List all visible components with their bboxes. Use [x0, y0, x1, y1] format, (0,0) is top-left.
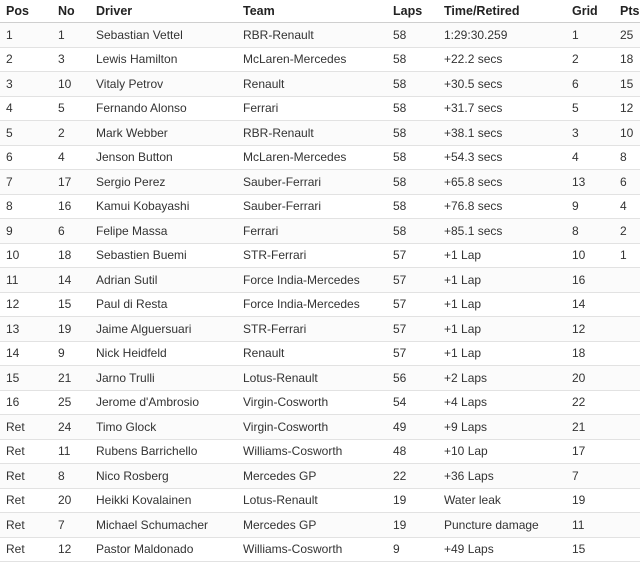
cell-pos: 9 — [0, 219, 58, 244]
cell-grid: 21 — [572, 415, 620, 440]
cell-pts: 4 — [620, 194, 640, 219]
cell-grid: 1 — [572, 23, 620, 48]
cell-time-retired: 1:29:30.259 — [444, 23, 572, 48]
table-row — [0, 47, 640, 72]
cell-time-retired: +36 Laps — [444, 464, 572, 489]
cell-team: Mercedes GP — [243, 464, 393, 489]
cell-grid: 12 — [572, 317, 620, 342]
cell-team: McLaren-Mercedes — [243, 145, 393, 170]
cell-pts: 10 — [620, 121, 640, 146]
cell-laps: 58 — [393, 23, 444, 48]
cell-team: Ferrari — [243, 96, 393, 121]
cell-pos: 3 — [0, 72, 58, 97]
cell-grid: 20 — [572, 366, 620, 391]
cell-time-retired: +38.1 secs — [444, 121, 572, 146]
cell-grid: 18 — [572, 341, 620, 366]
cell-laps: 57 — [393, 292, 444, 317]
column-header-grid: Grid — [572, 0, 620, 23]
cell-laps: 9 — [393, 537, 444, 562]
cell-laps: 54 — [393, 390, 444, 415]
cell-no: 20 — [58, 488, 96, 513]
table-row — [0, 537, 640, 562]
table-body — [0, 23, 640, 562]
cell-grid: 8 — [572, 219, 620, 244]
table-row — [0, 488, 640, 513]
cell-grid: 6 — [572, 72, 620, 97]
cell-grid: 11 — [572, 513, 620, 538]
cell-no: 25 — [58, 390, 96, 415]
cell-driver: Fernando Alonso — [96, 96, 243, 121]
cell-laps: 57 — [393, 243, 444, 268]
cell-laps: 57 — [393, 268, 444, 293]
cell-pos: Ret — [0, 537, 58, 562]
cell-driver: Adrian Sutil — [96, 268, 243, 293]
cell-pts — [620, 390, 640, 415]
cell-driver: Jarno Trulli — [96, 366, 243, 391]
cell-time-retired: +1 Lap — [444, 341, 572, 366]
cell-no: 14 — [58, 268, 96, 293]
column-header-driver: Driver — [96, 0, 243, 23]
cell-time-retired: +10 Lap — [444, 439, 572, 464]
cell-time-retired: +2 Laps — [444, 366, 572, 391]
column-header-laps: Laps — [393, 0, 444, 23]
cell-driver: Lewis Hamilton — [96, 47, 243, 72]
cell-grid: 14 — [572, 292, 620, 317]
column-header-pts: Pts — [620, 0, 640, 23]
cell-laps: 58 — [393, 121, 444, 146]
cell-grid: 2 — [572, 47, 620, 72]
cell-no: 15 — [58, 292, 96, 317]
cell-pts — [620, 317, 640, 342]
cell-grid: 10 — [572, 243, 620, 268]
cell-pos: Ret — [0, 513, 58, 538]
cell-team: McLaren-Mercedes — [243, 47, 393, 72]
cell-no: 10 — [58, 72, 96, 97]
cell-team: STR-Ferrari — [243, 317, 393, 342]
cell-grid: 13 — [572, 170, 620, 195]
cell-no: 18 — [58, 243, 96, 268]
cell-time-retired: +49 Laps — [444, 537, 572, 562]
cell-team: Sauber-Ferrari — [243, 194, 393, 219]
table-row — [0, 23, 640, 48]
cell-laps: 19 — [393, 513, 444, 538]
cell-grid: 15 — [572, 537, 620, 562]
table-row — [0, 72, 640, 97]
table-row — [0, 194, 640, 219]
cell-driver: Timo Glock — [96, 415, 243, 440]
cell-team: Virgin-Cosworth — [243, 415, 393, 440]
cell-pos: 5 — [0, 121, 58, 146]
cell-pts — [620, 415, 640, 440]
cell-laps: 58 — [393, 194, 444, 219]
column-header-pos: Pos — [0, 0, 58, 23]
cell-laps: 58 — [393, 47, 444, 72]
cell-grid: 5 — [572, 96, 620, 121]
column-header-team: Team — [243, 0, 393, 23]
cell-pts — [620, 513, 640, 538]
cell-no: 21 — [58, 366, 96, 391]
cell-driver: Felipe Massa — [96, 219, 243, 244]
cell-time-retired: +65.8 secs — [444, 170, 572, 195]
cell-pos: 6 — [0, 145, 58, 170]
cell-laps: 58 — [393, 145, 444, 170]
cell-pts: 1 — [620, 243, 640, 268]
cell-no: 2 — [58, 121, 96, 146]
cell-driver: Sebastian Vettel — [96, 23, 243, 48]
cell-pts: 18 — [620, 47, 640, 72]
cell-driver: Nico Rosberg — [96, 464, 243, 489]
cell-driver: Michael Schumacher — [96, 513, 243, 538]
cell-laps: 58 — [393, 72, 444, 97]
cell-time-retired: +1 Lap — [444, 268, 572, 293]
cell-pos: Ret — [0, 464, 58, 489]
cell-pos: 10 — [0, 243, 58, 268]
table-row — [0, 96, 640, 121]
cell-no: 4 — [58, 145, 96, 170]
cell-driver: Jaime Alguersuari — [96, 317, 243, 342]
cell-no: 5 — [58, 96, 96, 121]
cell-laps: 19 — [393, 488, 444, 513]
cell-pos: 15 — [0, 366, 58, 391]
cell-time-retired: Water leak — [444, 488, 572, 513]
cell-no: 3 — [58, 47, 96, 72]
cell-no: 24 — [58, 415, 96, 440]
cell-team: RBR-Renault — [243, 23, 393, 48]
cell-pts: 6 — [620, 170, 640, 195]
cell-no: 19 — [58, 317, 96, 342]
table-row — [0, 170, 640, 195]
cell-team: Renault — [243, 72, 393, 97]
cell-pos: Ret — [0, 488, 58, 513]
cell-no: 9 — [58, 341, 96, 366]
cell-team: Lotus-Renault — [243, 366, 393, 391]
cell-laps: 56 — [393, 366, 444, 391]
cell-no: 1 — [58, 23, 96, 48]
cell-time-retired: +22.2 secs — [444, 47, 572, 72]
cell-grid: 17 — [572, 439, 620, 464]
cell-team: Force India-Mercedes — [243, 268, 393, 293]
cell-grid: 7 — [572, 464, 620, 489]
cell-no: 6 — [58, 219, 96, 244]
cell-driver: Pastor Maldonado — [96, 537, 243, 562]
cell-laps: 48 — [393, 439, 444, 464]
cell-pos: 2 — [0, 47, 58, 72]
cell-pts — [620, 341, 640, 366]
table-row — [0, 317, 640, 342]
cell-time-retired: +85.1 secs — [444, 219, 572, 244]
cell-laps: 58 — [393, 96, 444, 121]
table-row — [0, 121, 640, 146]
cell-team: Ferrari — [243, 219, 393, 244]
cell-pos: 13 — [0, 317, 58, 342]
cell-laps: 58 — [393, 219, 444, 244]
cell-driver: Paul di Resta — [96, 292, 243, 317]
cell-laps: 49 — [393, 415, 444, 440]
table-row — [0, 366, 640, 391]
cell-pos: 7 — [0, 170, 58, 195]
cell-pos: Ret — [0, 415, 58, 440]
cell-laps: 22 — [393, 464, 444, 489]
cell-grid: 9 — [572, 194, 620, 219]
cell-time-retired: Puncture damage — [444, 513, 572, 538]
cell-driver: Jenson Button — [96, 145, 243, 170]
cell-team: Virgin-Cosworth — [243, 390, 393, 415]
cell-pos: 11 — [0, 268, 58, 293]
cell-pos: 8 — [0, 194, 58, 219]
cell-team: Force India-Mercedes — [243, 292, 393, 317]
cell-team: RBR-Renault — [243, 121, 393, 146]
cell-pts — [620, 268, 640, 293]
cell-no: 12 — [58, 537, 96, 562]
cell-no: 8 — [58, 464, 96, 489]
cell-time-retired: +76.8 secs — [444, 194, 572, 219]
table-row — [0, 513, 640, 538]
cell-time-retired: +1 Lap — [444, 243, 572, 268]
table-row — [0, 268, 640, 293]
cell-grid: 22 — [572, 390, 620, 415]
cell-grid: 3 — [572, 121, 620, 146]
cell-driver: Jerome d'Ambrosio — [96, 390, 243, 415]
cell-driver: Heikki Kovalainen — [96, 488, 243, 513]
cell-team: Renault — [243, 341, 393, 366]
cell-pos: 4 — [0, 96, 58, 121]
cell-time-retired: +1 Lap — [444, 292, 572, 317]
cell-pts: 8 — [620, 145, 640, 170]
cell-pts: 15 — [620, 72, 640, 97]
table-row — [0, 243, 640, 268]
cell-pts: 2 — [620, 219, 640, 244]
table-row — [0, 415, 640, 440]
cell-team: Sauber-Ferrari — [243, 170, 393, 195]
cell-time-retired: +54.3 secs — [444, 145, 572, 170]
cell-pts — [620, 537, 640, 562]
column-header-no: No — [58, 0, 96, 23]
cell-no: 17 — [58, 170, 96, 195]
cell-driver: Rubens Barrichello — [96, 439, 243, 464]
cell-team: Williams-Cosworth — [243, 439, 393, 464]
cell-grid: 4 — [572, 145, 620, 170]
cell-pts: 25 — [620, 23, 640, 48]
cell-pts — [620, 366, 640, 391]
cell-driver: Kamui Kobayashi — [96, 194, 243, 219]
cell-driver: Sebastien Buemi — [96, 243, 243, 268]
cell-team: Williams-Cosworth — [243, 537, 393, 562]
cell-grid: 19 — [572, 488, 620, 513]
cell-pts — [620, 488, 640, 513]
table-row — [0, 219, 640, 244]
cell-team: Mercedes GP — [243, 513, 393, 538]
cell-time-retired: +4 Laps — [444, 390, 572, 415]
cell-time-retired: +31.7 secs — [444, 96, 572, 121]
cell-pts — [620, 439, 640, 464]
cell-no: 11 — [58, 439, 96, 464]
cell-pos: Ret — [0, 439, 58, 464]
cell-pos: 1 — [0, 23, 58, 48]
cell-pos: 16 — [0, 390, 58, 415]
table-header — [0, 0, 640, 23]
cell-laps: 57 — [393, 341, 444, 366]
cell-time-retired: +1 Lap — [444, 317, 572, 342]
cell-laps: 58 — [393, 170, 444, 195]
cell-team: STR-Ferrari — [243, 243, 393, 268]
cell-pts — [620, 292, 640, 317]
cell-driver: Mark Webber — [96, 121, 243, 146]
table-row — [0, 390, 640, 415]
table-row — [0, 292, 640, 317]
cell-no: 16 — [58, 194, 96, 219]
table-row — [0, 145, 640, 170]
table-row — [0, 464, 640, 489]
column-header-time-retired: Time/Retired — [444, 0, 572, 23]
cell-driver: Sergio Perez — [96, 170, 243, 195]
cell-team: Lotus-Renault — [243, 488, 393, 513]
cell-pos: 14 — [0, 341, 58, 366]
cell-pts: 12 — [620, 96, 640, 121]
cell-time-retired: +30.5 secs — [444, 72, 572, 97]
header-row — [0, 0, 640, 23]
table-row — [0, 341, 640, 366]
cell-no: 7 — [58, 513, 96, 538]
cell-driver: Vitaly Petrov — [96, 72, 243, 97]
table-row — [0, 439, 640, 464]
cell-pts — [620, 464, 640, 489]
cell-grid: 16 — [572, 268, 620, 293]
cell-driver: Nick Heidfeld — [96, 341, 243, 366]
cell-pos: 12 — [0, 292, 58, 317]
cell-laps: 57 — [393, 317, 444, 342]
cell-time-retired: +9 Laps — [444, 415, 572, 440]
